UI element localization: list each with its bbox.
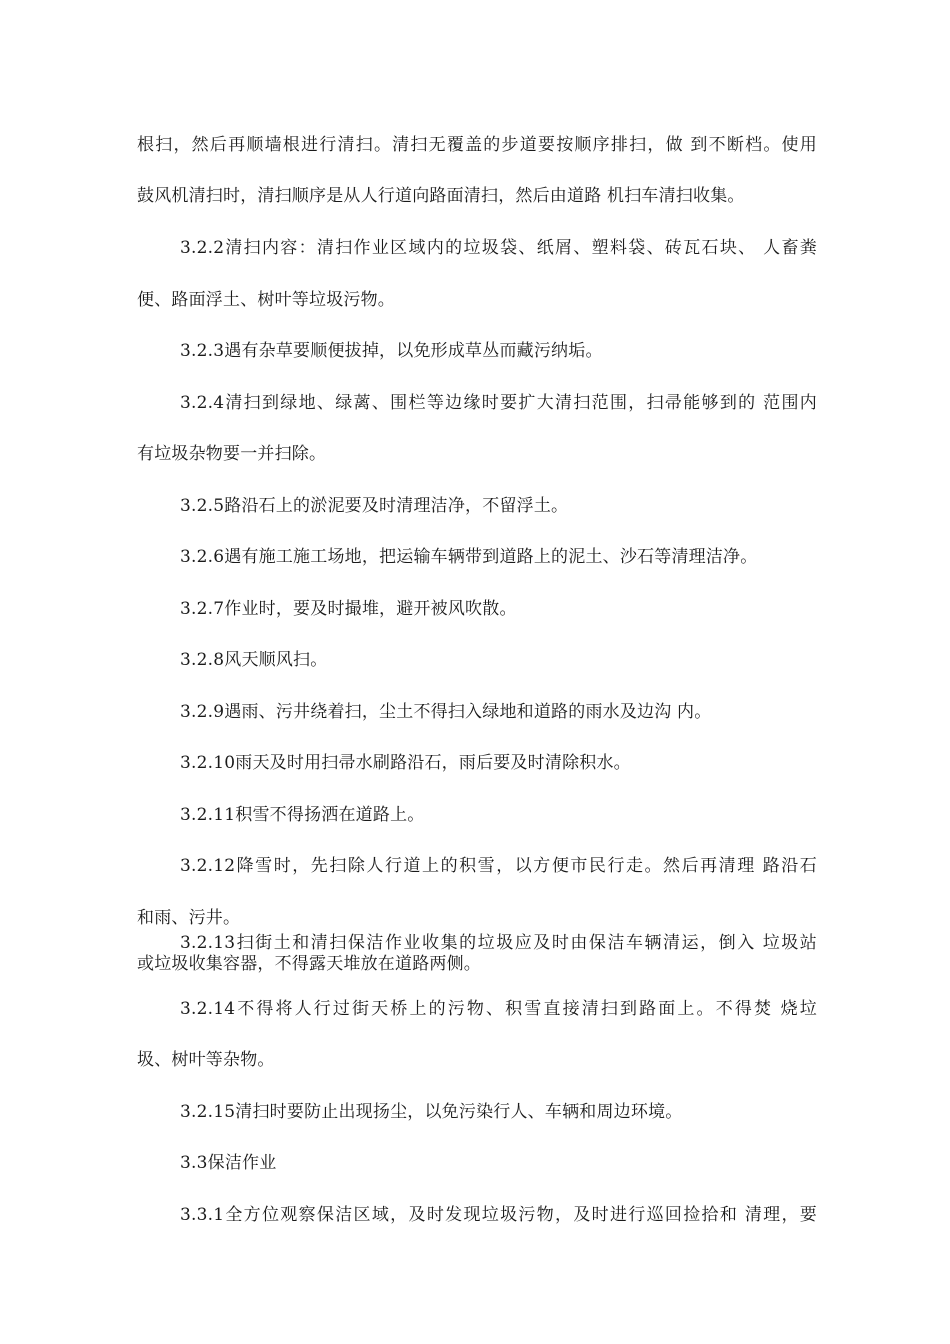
text-line: 和雨、污井。 [137, 908, 241, 928]
text-line: 3.2.12降雪时，先扫除人行道上的积雪，以方便市民行走。然后再清理 路沿石 [180, 856, 817, 876]
text-line: 有垃圾杂物要一并扫除。 [137, 444, 327, 464]
text-line: 3.2.4清扫到绿地、绿蓠、围栏等边缘时要扩大清扫范围，扫帚能够到的 范围内 [180, 393, 817, 413]
text-line: 3.2.8风天顺风扫。 [180, 650, 328, 670]
text-line: 鼓风机清扫时，清扫顺序是从人行道向路面清扫，然后由道路 机扫车清扫收集。 [137, 186, 745, 206]
text-line: 3.2.9遇雨、污井绕着扫，尘土不得扫入绿地和道路的雨水及边沟 内。 [180, 702, 712, 722]
text-line: 根扫，然后再顺墙根进行清扫。清扫无覆盖的步道要按顺序排扫，做 到不断档。使用 [137, 135, 817, 155]
text-line: 3.2.14不得将人行过街天桥上的污物、积雪直接清扫到路面上。不得焚 烧垃 [180, 999, 817, 1019]
text-line: 3.2.7作业时，要及时撮堆，避开被风吹散。 [180, 599, 517, 619]
text-line: 3.2.13扫街土和清扫保洁作业收集的垃圾应及时由保洁车辆清运，倒入 垃圾站 [180, 933, 817, 953]
section-heading: 3.3保洁作业 [180, 1153, 277, 1173]
text-line: 3.2.2清扫内容：清扫作业区域内的垃圾袋、纸屑、塑料袋、砖瓦石块、 人畜粪 [180, 238, 817, 258]
text-line: 3.2.6遇有施工施工场地，把运输车辆带到道路上的泥土、沙石等清理洁净。 [180, 547, 758, 567]
text-line: 3.2.15清扫时要防止出现扬尘，以免污染行人、车辆和周边环境。 [180, 1102, 683, 1122]
text-line: 3.2.11积雪不得扬洒在道路上。 [180, 805, 425, 825]
text-line: 或垃圾收集容器，不得露天堆放在道路两侧。 [137, 954, 481, 974]
text-line: 3.2.10雨天及时用扫帚水刷路沿石，雨后要及时清除积水。 [180, 753, 631, 773]
text-line: 3.3.1全方位观察保洁区域，及时发现垃圾污物，及时进行巡回捡拾和 清理，要 [180, 1205, 817, 1225]
text-line: 便、路面浮土、树叶等垃圾污物。 [137, 290, 395, 310]
text-line: 3.2.3遇有杂草要顺便拔掉，以免形成草丛而藏污纳垢。 [180, 341, 603, 361]
text-line: 圾、树叶等杂物。 [137, 1050, 275, 1070]
text-line: 3.2.5路沿石上的淤泥要及时清理洁净，不留浮土。 [180, 496, 569, 516]
